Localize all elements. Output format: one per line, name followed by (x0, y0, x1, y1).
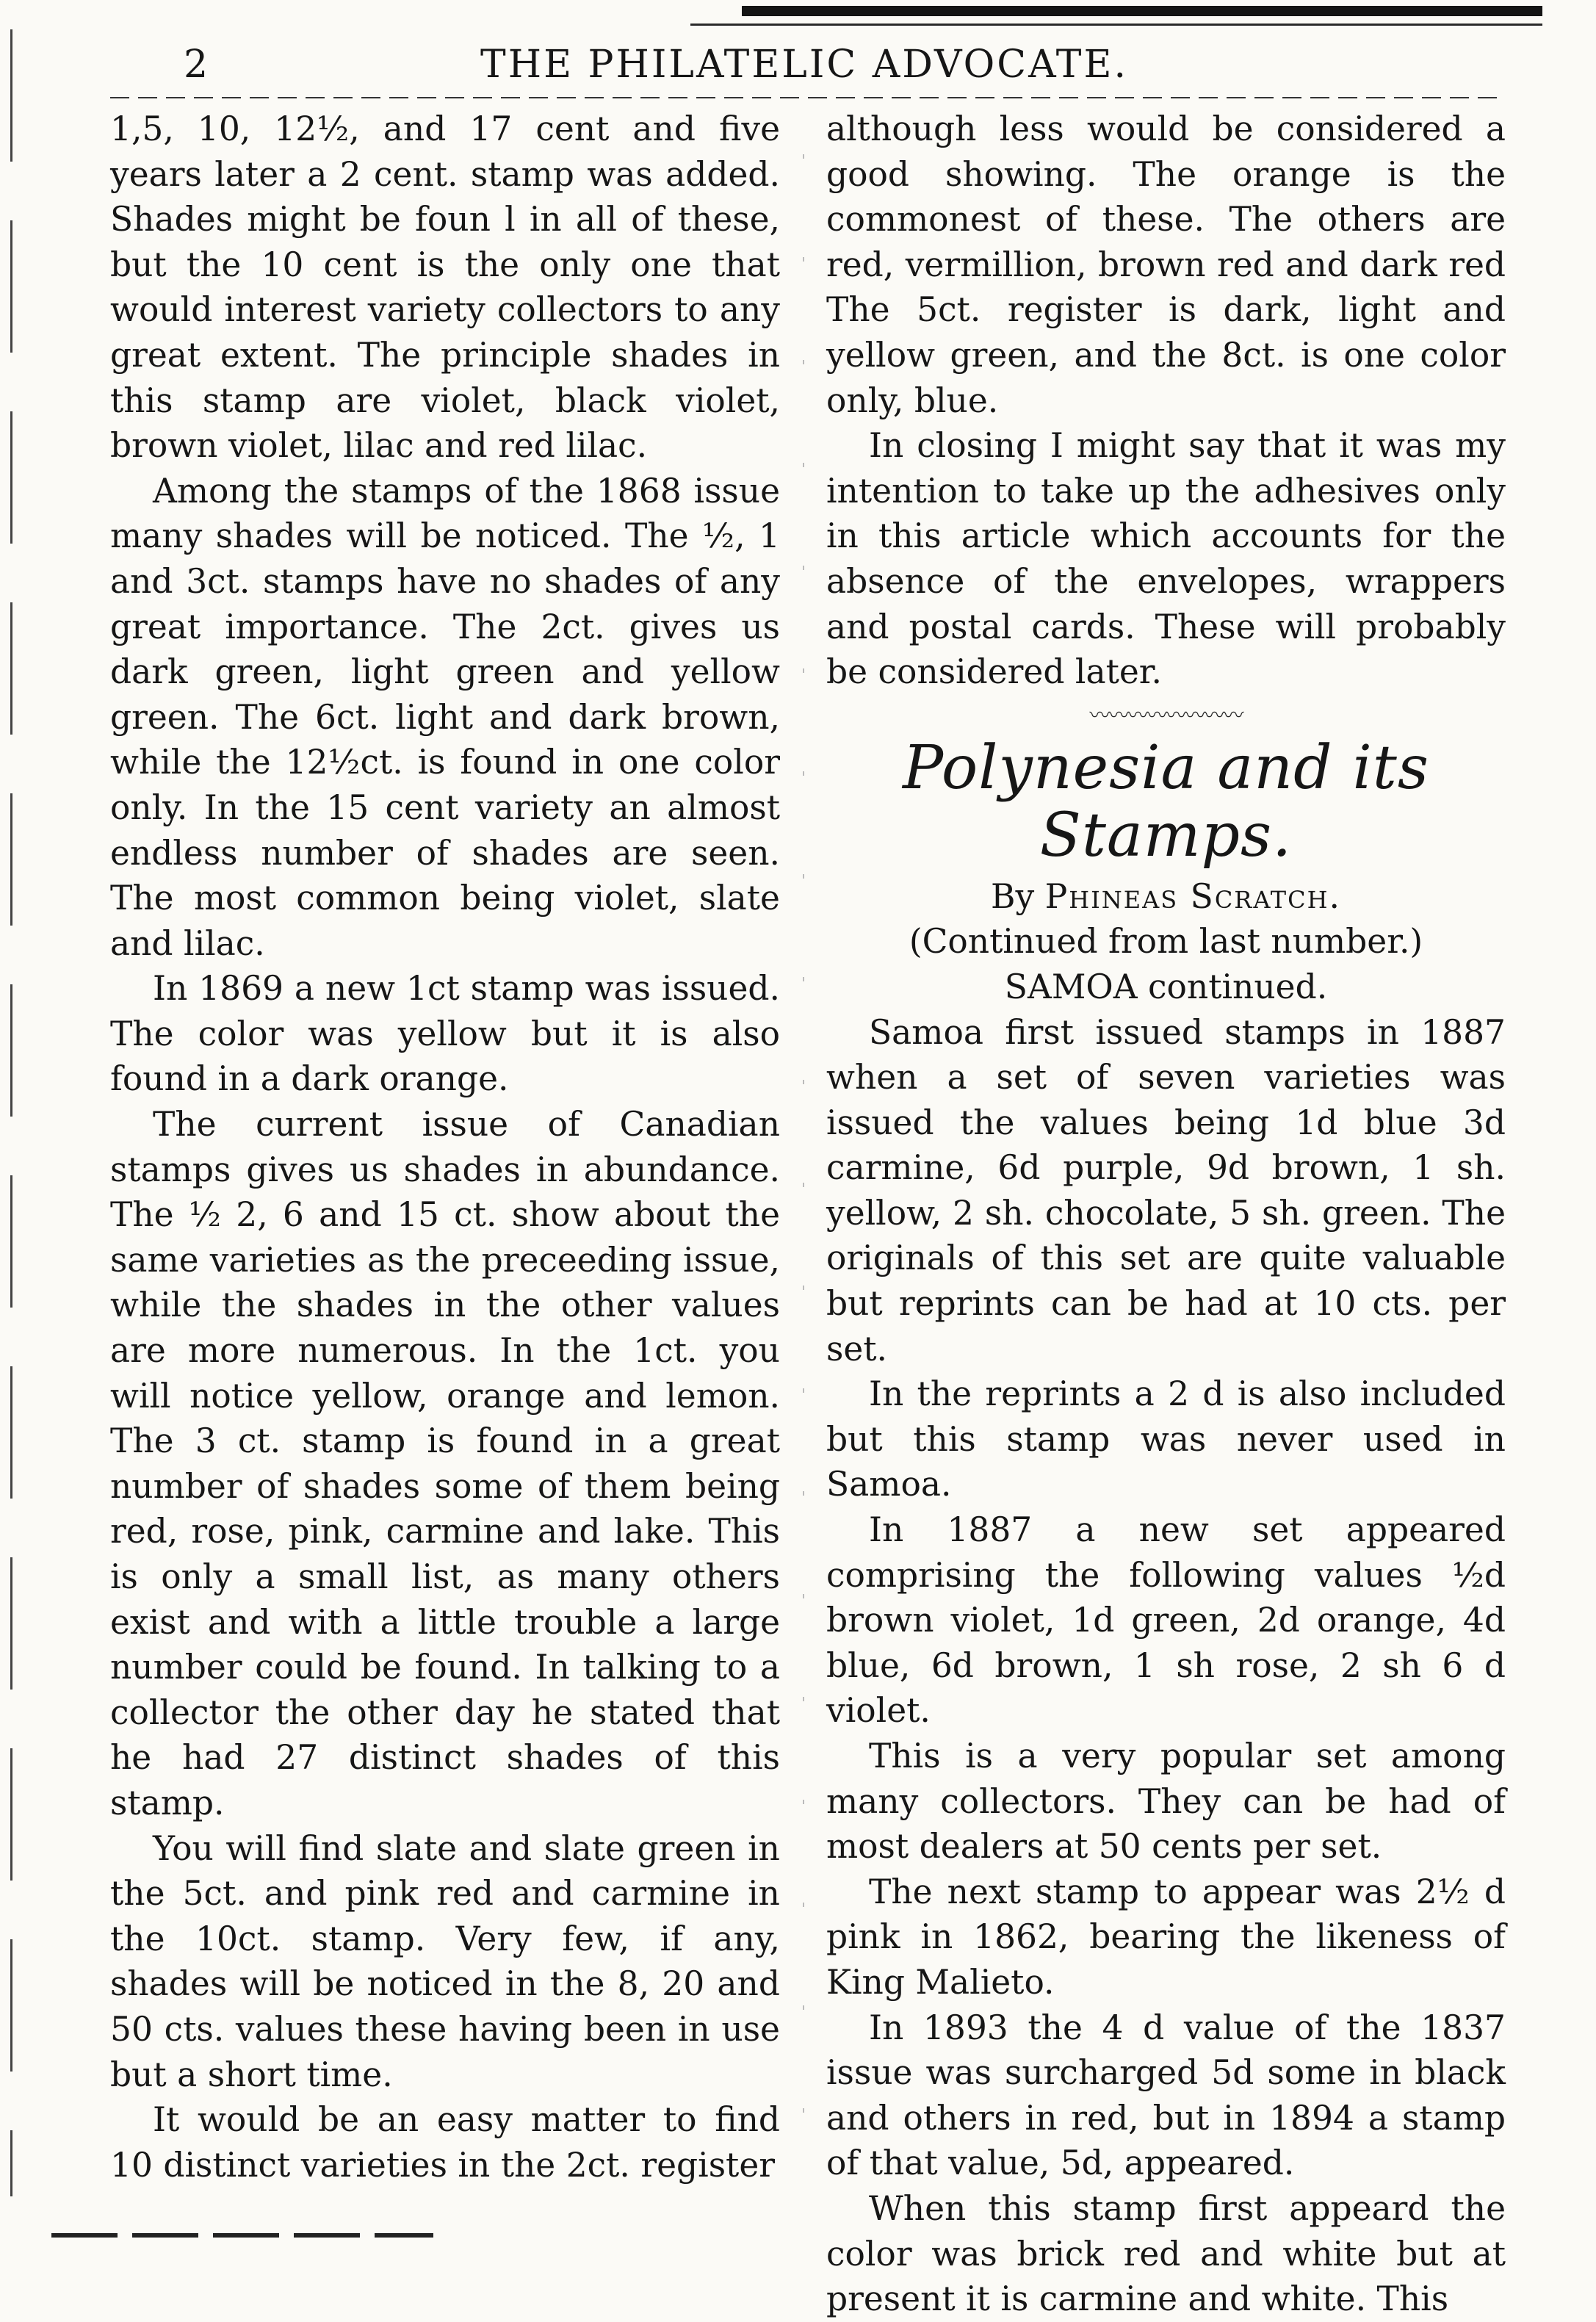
paragraph: In 1893 the 4 d value of the 1837 issue was surcharged 5d some in black and others in red, but in 1894 a stamp of that value, 5d, appeared. (826, 2008, 1506, 2183)
right-column (826, 107, 1506, 2322)
article-byline (826, 874, 1506, 920)
byline-prefix: By (991, 876, 1045, 916)
bottom-rule (51, 2233, 433, 2238)
paragraph: In closing I might say that it was my intention to take up the adhesives only in this article which accounts for the absence of the envelopes, wrappers and postal cards. These will probably be considered later. (826, 426, 1506, 692)
paragraph: In 1887 a new set appeared comprising the following values ½d brown violet, 1d green, 2d orange, 4d blue, 6d brown, 1 sh rose, 2 sh 6 d violet. (826, 1510, 1506, 1731)
paragraph: This is a very popular set among many collectors. They can be had of most dealers at 50 cents per set. (826, 1737, 1506, 1867)
article-title: Polynesia and its Stamps. (903, 732, 1429, 870)
column-gutter (803, 110, 804, 2167)
paragraph: In the reprints a 2 d is also included but this stamp was never used in Samoa. (826, 1374, 1506, 1504)
section-ornament: 〰〰〰〰〰〰〰〰 (1089, 702, 1243, 727)
paragraph: When this stamp first appeard the color was brick red and white but at present it is carmine and white. This (826, 2188, 1506, 2319)
left-column (110, 107, 780, 2188)
paragraph: The next stamp to appear was 2½ d pink in 1862, bearing the likeness of King Malieto. (826, 1872, 1506, 2002)
header-rule (110, 97, 1498, 98)
page-header (110, 43, 1498, 101)
paragraph: In 1869 a new 1ct stamp was issued. The color was yellow but it is also found in a dark orange. (110, 969, 780, 1099)
section-heading: SAMOA continued. (1004, 967, 1328, 1006)
paragraph: Samoa first issued stamps in 1887 when a set of seven varieties was issued the values being 1d blue 3d carmine, 6d purple, 9d brown, 1 sh. yellow, 2 sh. chocolate, 5 sh. green. The originals of this set are quite valuable but reprints can be had at 10 cts. per set. (826, 1012, 1506, 1369)
paragraph: Among the stamps of the 1868 issue many shades will be noticed. The ½, 1 and 3ct. stamps have no shades of any great importance. The 2ct. gives us dark green, light green and yellow green. The 6ct. light and dark brown, while the 12½ct. is found in one color only. In the 15 cent variety an almost endless number of shades are seen. The most common being violet, slate and lilac. (110, 471, 780, 963)
paragraph: The current issue of Canadian stamps gives us shades in abundance. The ½ 2, 6 and 15 ct. show about the same varieties as the preceeding issue, while the shades in the other values are more numerous. In the 1ct. you will notice yellow, orange and lemon. The 3 ct. stamp is found in a great number of shades some of them being red, rose, pink, carmine and lake. This is only a small list, as many others exist and with a little trouble a large number could be found. In talking to a collector the other day he stated that he had 27 distinct shades of this stamp. (110, 1105, 780, 1822)
paragraph: 1,5, 10, 12½, and 17 cent and five years later a 2 cent. stamp was added. Shades might be foun l in all of these, but the 10 cent is the only one that would interest variety collectors to any great extent. The principle shades in this stamp are violet, black violet, brown violet, lilac and red lilac. (110, 109, 780, 466)
page-number: 2 (184, 43, 209, 87)
journal-title: THE PHILATELIC ADVOCATE. (480, 43, 1128, 87)
page-edge-mark (10, 29, 12, 2196)
paragraph: You will find slate and slate green in the 5ct. and pink red and carmine in the 10ct. stamp. Very few, if any, shades will be noticed in the 8, 20 and 50 cts. values these having been in use but a short time. (110, 1828, 780, 2094)
top-border-bar (742, 6, 1542, 16)
paragraph: although less would be considered a good showing. The orange is the commonest of these. The others are red, vermillion, brown red and dark red The 5ct. register is dark, light and yellow green, and the 8ct. is one color only, blue. (826, 109, 1506, 420)
continued-note: (Continued from last number.) (909, 922, 1423, 962)
paragraph: It would be an easy matter to find 10 distinct varieties in the 2ct. register (110, 2100, 780, 2185)
author-name: Phineas Scratch. (1044, 876, 1341, 916)
top-border-line (690, 24, 1542, 26)
